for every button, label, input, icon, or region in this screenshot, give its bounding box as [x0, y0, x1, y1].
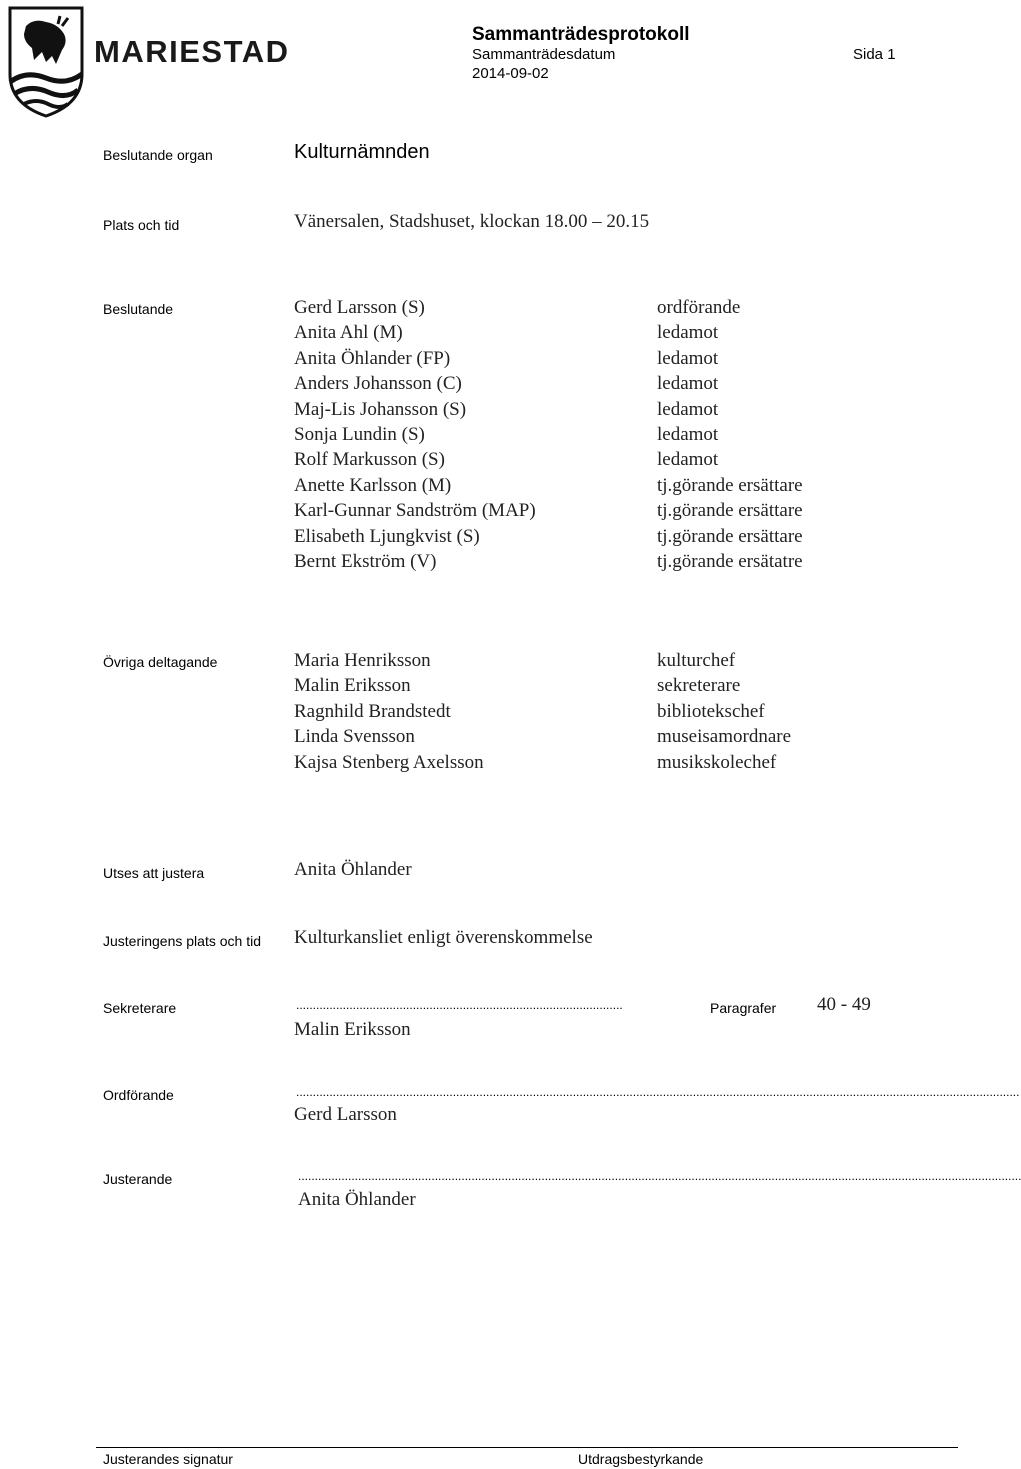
paragrafer-label: Paragrafer — [710, 1000, 777, 1016]
justerande-label: Justerande — [103, 1171, 173, 1187]
participant-role: museisamordnare — [657, 726, 792, 748]
participant-name: Maria Henriksson — [294, 650, 431, 671]
member-name: Rolf Markusson (S) — [294, 449, 445, 471]
member-name: Bernt Ekström (V) — [294, 550, 437, 572]
member-role: ledamot — [657, 449, 719, 471]
sekreterare-label: Sekreterare — [103, 1000, 177, 1016]
participant-role: bibliotekschef — [657, 700, 765, 722]
utses-value: Anita Öhlander — [294, 859, 412, 880]
member-role: tj.görande ersättare — [657, 474, 803, 496]
utses-label: Utses att justera — [103, 865, 205, 881]
document-title: Sammanträdesprotokoll — [472, 24, 690, 45]
member-role: ledamot — [657, 398, 719, 420]
participant-name: Ragnhild Brandstedt — [294, 700, 451, 722]
member-role: ledamot — [657, 373, 719, 395]
justering-plats-label: Justeringens plats och tid — [103, 933, 261, 949]
meeting-date: 2014-09-02 — [472, 65, 549, 82]
justering-plats-value: Kulturkansliet enligt överenskommelse — [294, 927, 593, 948]
member-name: Maj-Lis Johansson (S) — [294, 398, 467, 420]
beslutande-label: Beslutande — [103, 301, 174, 317]
member-name: Anette Karlsson (M) — [294, 474, 452, 496]
member-name: Anita Ahl (M) — [294, 322, 403, 344]
member-role: ordförande — [657, 297, 741, 318]
participant-name: Linda Svensson — [294, 726, 415, 748]
participant-role: musikskolechef — [657, 751, 777, 773]
ordforande-signature-line: ......................................................................................................................................................................................................................... — [296, 1085, 1020, 1099]
participant-role: kulturchef — [657, 650, 736, 671]
member-name: Sonja Lundin (S) — [294, 423, 425, 445]
member-role: ledamot — [657, 322, 719, 344]
organ-value: Kulturnämnden — [294, 141, 430, 163]
beslutande-names — [294, 295, 536, 574]
member-role: ledamot — [657, 423, 719, 445]
footer-utdragsbestyrkande: Utdragsbestyrkande — [578, 1451, 704, 1467]
member-role: ledamot — [657, 347, 719, 369]
ovriga-roles — [657, 648, 791, 775]
member-name: Anita Öhlander (FP) — [294, 347, 451, 369]
member-role: tj.görande ersättare — [657, 500, 803, 522]
member-name: Elisabeth Ljungkvist (S) — [294, 525, 480, 547]
member-role: tj.görande ersätatre — [657, 550, 803, 572]
member-role: tj.görande ersättare — [657, 525, 803, 547]
member-name: Gerd Larsson (S) — [294, 297, 425, 318]
footer-justerandes-signatur: Justerandes signatur — [103, 1451, 233, 1467]
place-value: Vänersalen, Stadshuset, klockan 18.00 – 20.15 — [294, 211, 650, 232]
sekreterare-signature-line: .................................................................................................. — [296, 998, 623, 1012]
justerande-signature-line: ......................................................................................................................................................................................................................... — [298, 1169, 1021, 1183]
footer-divider — [96, 1447, 958, 1448]
justerande-name: Anita Öhlander — [298, 1189, 416, 1210]
participant-role: sekreterare — [657, 675, 741, 697]
organ-label: Beslutande organ — [103, 147, 213, 163]
municipal-coat-of-arms-icon — [6, 4, 86, 118]
place-label: Plats och tid — [103, 217, 180, 233]
member-name: Karl-Gunnar Sandström (MAP) — [294, 500, 536, 522]
paragrafer-value: 40 - 49 — [817, 994, 871, 1015]
ordforande-label: Ordförande — [103, 1087, 174, 1103]
date-label: Sammanträdesdatum — [472, 46, 616, 63]
beslutande-roles — [657, 295, 803, 574]
ordforande-name: Gerd Larsson — [294, 1104, 397, 1125]
ovriga-label: Övriga deltagande — [103, 654, 218, 670]
page-number: Sida 1 — [853, 46, 896, 63]
participant-name: Malin Eriksson — [294, 675, 411, 697]
sekreterare-name: Malin Eriksson — [294, 1019, 411, 1040]
logo-wordmark: MARIESTAD — [94, 34, 290, 69]
participant-name: Kajsa Stenberg Axelsson — [294, 751, 484, 773]
ovriga-names — [294, 648, 484, 775]
member-name: Anders Johansson (C) — [294, 373, 462, 395]
